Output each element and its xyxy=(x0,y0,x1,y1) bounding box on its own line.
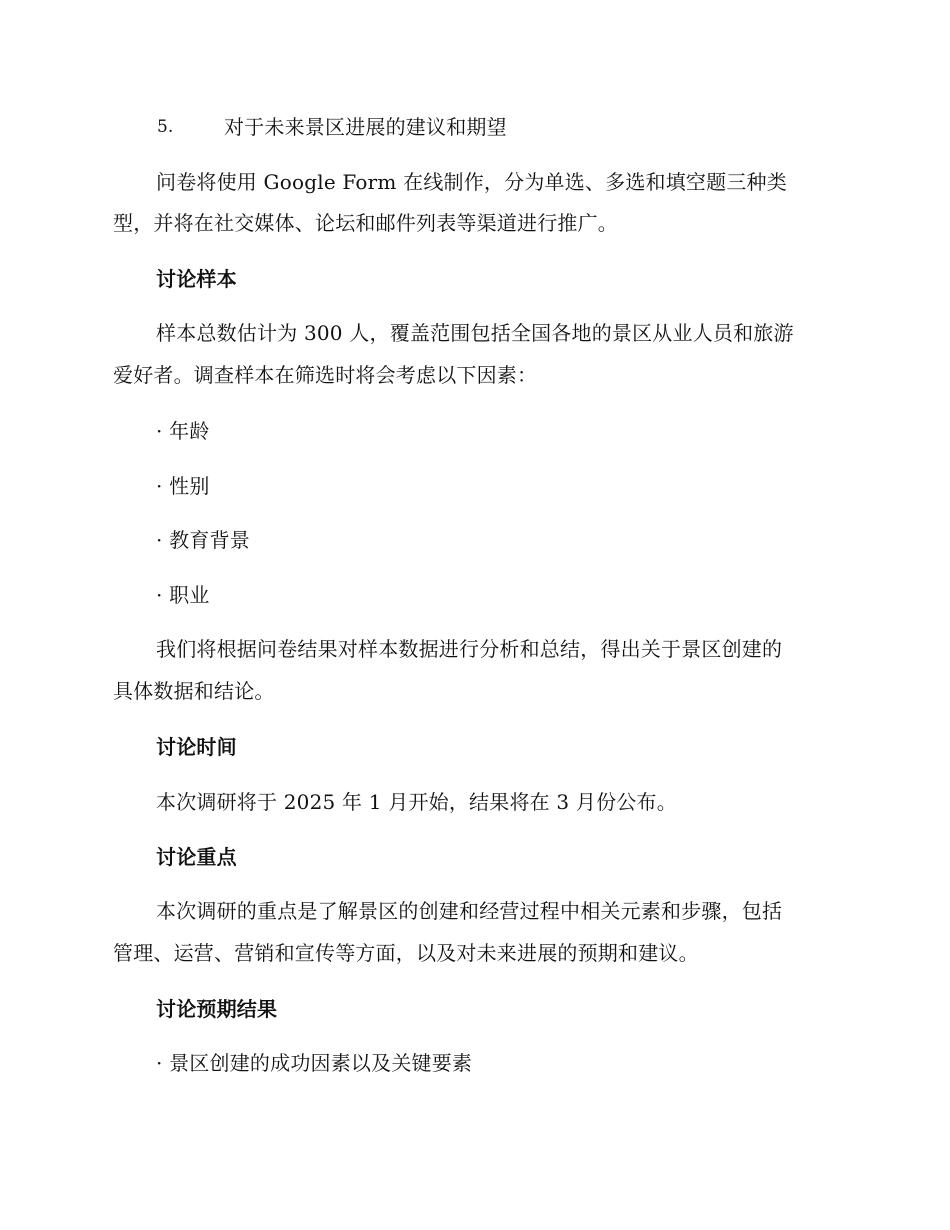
paragraph-line: 具体数据和结论。 xyxy=(113,679,275,703)
bullet-item: · 职业 xyxy=(156,583,210,607)
section-heading-expected: 讨论预期结果 xyxy=(156,997,278,1021)
section-heading-focus: 讨论重点 xyxy=(156,845,237,869)
paragraph-line: 样本总数估计为 300 人，覆盖范围包括全国各地的景区从业人员和旅游 xyxy=(156,321,794,345)
paragraph-line: 问卷将使用 Google Form 在线制作，分为单选、多选和填空题三种类 xyxy=(156,170,787,194)
paragraph-line: 管理、运营、营销和宣传等方面，以及对未来进展的预期和建议。 xyxy=(113,941,699,965)
section-heading-sample: 讨论样本 xyxy=(156,267,237,291)
paragraph-line: 本次调研的重点是了解景区的创建和经营过程中相关元素和步骤，包括 xyxy=(156,899,783,923)
paragraph-line: 本次调研将于 2025 年 1 月开始，结果将在 3 月份公布。 xyxy=(156,790,677,814)
paragraph-line: 爱好者。调查样本在筛选时将会考虑以下因素： xyxy=(113,363,538,387)
section-heading-time: 讨论时间 xyxy=(156,735,237,759)
list-item-number: 5. xyxy=(157,117,174,137)
paragraph-line: 我们将根据问卷结果对样本数据进行分析和总结，得出关于景区创建的 xyxy=(156,637,783,661)
paragraph-line: 型，并将在社交媒体、论坛和邮件列表等渠道进行推广。 xyxy=(113,211,618,235)
list-item-text: 对于未来景区进展的建议和期望 xyxy=(224,115,507,139)
bullet-item: · 教育背景 xyxy=(156,528,250,552)
bullet-item: · 性别 xyxy=(156,474,210,498)
bullet-item: · 年龄 xyxy=(156,419,210,443)
bullet-item: · 景区创建的成功因素以及关键要素 xyxy=(156,1051,473,1075)
